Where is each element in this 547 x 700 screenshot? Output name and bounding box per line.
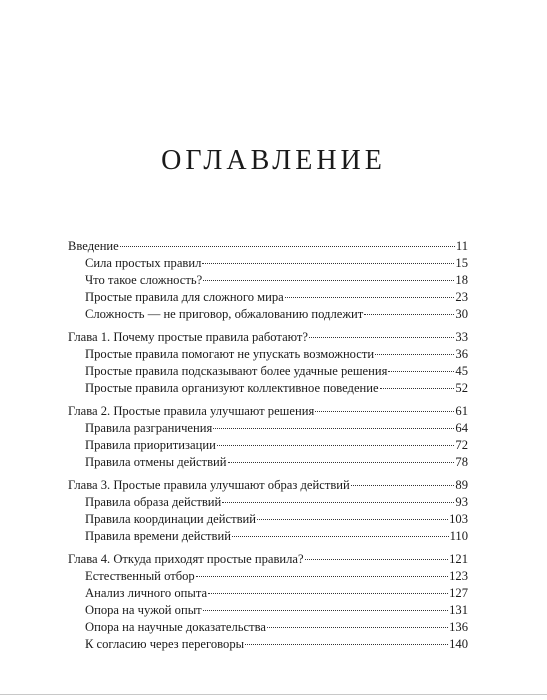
toc-entry-text: К согласию через переговоры [85, 636, 245, 651]
toc-subentry [68, 306, 468, 323]
toc-entry-text: Что такое сложность? [85, 272, 203, 287]
toc-entry-text: Глава 4. Откуда приходят простые правила? [68, 552, 304, 567]
dot-leader [309, 337, 454, 338]
toc-entry-text: Естественный отбор [85, 569, 195, 584]
toc-page-number: 136 [449, 620, 468, 635]
dot-leader [364, 314, 454, 315]
toc-entry-text: Правила координации действий [85, 512, 256, 527]
toc-page-number: 140 [449, 636, 468, 651]
dot-leader [203, 610, 448, 611]
dot-leader [380, 388, 455, 389]
dot-leader [388, 371, 454, 372]
toc-page-number: 61 [455, 404, 468, 419]
toc-page-number: 36 [455, 346, 468, 361]
toc-entry-text: Правила времени действий [85, 529, 231, 543]
toc-heading [68, 403, 468, 420]
toc-page-number: 93 [455, 495, 468, 510]
toc-entry-text: Анализ личного опыта [85, 586, 208, 601]
toc-page-number: 15 [455, 255, 468, 270]
dot-leader [217, 445, 455, 446]
toc-subentry [68, 636, 468, 653]
toc-entry-text: Сила простых правил [85, 255, 202, 270]
toc-entry-text: Глава 3. Простые правила улучшают образ действий [68, 478, 350, 493]
toc-page-number: 33 [455, 330, 468, 345]
toc-page-number: 78 [455, 454, 468, 469]
toc-entry-text: Простые правила организуют коллективное поведение [85, 380, 379, 395]
toc-heading [68, 551, 468, 568]
toc-page-number: 52 [455, 380, 468, 395]
toc-page-number: 121 [449, 552, 468, 567]
toc-subentry [68, 454, 468, 471]
dot-leader [213, 428, 454, 429]
toc-entry-text: Опора на научные доказательства [85, 620, 266, 635]
toc-subentry [68, 528, 468, 545]
toc-page-number: 127 [449, 586, 468, 601]
toc-subentry [68, 346, 468, 363]
dot-leader [120, 246, 455, 247]
toc-subentry [68, 363, 468, 380]
toc-subentry [68, 272, 468, 289]
table-of-contents [68, 238, 468, 659]
dot-leader [222, 502, 454, 503]
toc-section-chapter-1 [68, 329, 468, 397]
dot-leader [203, 280, 454, 281]
toc-page-number: 72 [455, 437, 468, 452]
toc-page-number: 89 [455, 478, 468, 493]
dot-leader [315, 411, 454, 412]
dot-leader [285, 297, 455, 298]
toc-entry-text: Сложность — не приговор, обжалованию подлежит [85, 306, 364, 321]
page-edge-rule [0, 694, 547, 695]
toc-heading [68, 329, 468, 346]
toc-page-number: 18 [455, 272, 468, 287]
toc-subentry [68, 420, 468, 437]
dot-leader [202, 263, 454, 264]
toc-entry-text: Глава 2. Простые правила улучшают решения [68, 404, 315, 419]
toc-section-chapter-3 [68, 477, 468, 545]
dot-leader [245, 644, 448, 645]
toc-subentry [68, 494, 468, 511]
toc-entry-text: Простые правила помогают не упускать возможности [85, 346, 375, 361]
toc-subentry [68, 289, 468, 306]
toc-entry-text: Простые правила для сложного мира [85, 289, 284, 304]
toc-entry-text: Правила отмены действий [85, 454, 227, 469]
toc-page-number: 123 [449, 569, 468, 584]
toc-page-number: 45 [455, 363, 468, 378]
dot-leader [351, 485, 455, 486]
toc-subentry [68, 437, 468, 454]
dot-leader [305, 559, 449, 560]
toc-page-number: 23 [455, 289, 468, 304]
toc-page-number: 103 [449, 512, 468, 527]
toc-section-introduction [68, 238, 468, 323]
toc-subentry [68, 568, 468, 585]
toc-entry-text: Правила разграничения [85, 421, 213, 436]
toc-entry-text: Простые правила подсказывают более удачные решения [85, 363, 388, 378]
dot-leader [232, 536, 449, 537]
toc-entry-text: Правила приоритизации [85, 437, 216, 452]
toc-subentry [68, 511, 468, 528]
toc-entry-text: Опора на чужой опыт [85, 603, 202, 618]
toc-section-chapter-2 [68, 403, 468, 471]
toc-entry-text: Глава 1. Почему простые правила работают? [68, 330, 309, 345]
page-title: ОГЛАВЛЕНИЕ [161, 145, 386, 176]
toc-page-number: 131 [449, 603, 468, 618]
dot-leader [228, 462, 455, 463]
toc-page-number: 110 [449, 529, 468, 543]
dot-leader [196, 576, 448, 577]
toc-entry-text: Правила образа действий [85, 495, 222, 510]
toc-section-chapter-4 [68, 551, 468, 652]
dot-leader [257, 519, 448, 520]
toc-page-number: 11 [455, 239, 468, 253]
toc-heading [68, 238, 468, 255]
toc-page-number: 30 [455, 306, 468, 321]
toc-heading [68, 477, 468, 494]
dot-leader [208, 593, 448, 594]
toc-subentry [68, 619, 468, 636]
toc-page-number: 64 [455, 421, 468, 436]
toc-subentry [68, 602, 468, 619]
dot-leader [267, 627, 448, 628]
toc-subentry [68, 380, 468, 397]
toc-subentry [68, 585, 468, 602]
dot-leader [375, 354, 454, 355]
toc-subentry [68, 255, 468, 272]
toc-entry-text: Введение [68, 239, 119, 253]
